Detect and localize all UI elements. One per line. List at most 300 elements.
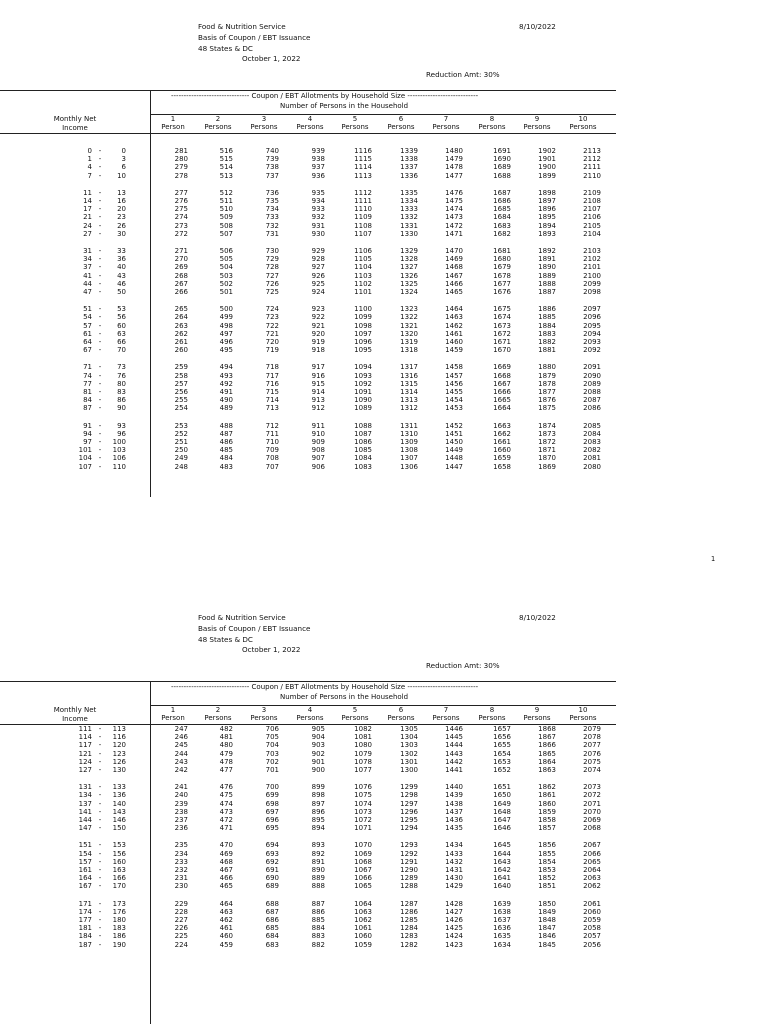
- income-range: [72, 172, 126, 180]
- allotment-cell: 1084: [354, 454, 372, 463]
- allotment-cell: 1871: [538, 446, 556, 455]
- income-low: 137: [78, 799, 92, 808]
- allotment-cell: 1306: [400, 462, 418, 471]
- income-low: 24: [83, 221, 92, 230]
- allotment-cell: 507: [219, 229, 233, 238]
- allotment-cell: 1432: [445, 857, 463, 866]
- allotment-cell: 1078: [354, 757, 372, 766]
- allotment-cell: 1690: [493, 155, 511, 164]
- allotment-cell: 1852: [538, 874, 556, 883]
- allotment-cell: 472: [219, 816, 233, 824]
- effective-date: October 1, 2022: [242, 645, 301, 655]
- allotment-cell: 897: [311, 799, 325, 808]
- income-high: 13: [117, 188, 126, 197]
- income-dash: -: [98, 429, 102, 438]
- income-dash: -: [98, 188, 102, 197]
- allotment-cell: 1887: [538, 288, 556, 296]
- income-range: [72, 866, 126, 874]
- allotment-cell: 1109: [354, 213, 372, 222]
- allotment-cell: 1110: [354, 205, 372, 214]
- allotment-cell: 1668: [493, 371, 511, 380]
- allotment-cell: 1655: [493, 741, 511, 750]
- allotment-cell: 1654: [493, 749, 511, 758]
- allotment-cell: 270: [174, 255, 188, 264]
- allotment-cell: 1092: [354, 379, 372, 388]
- allotment-cell: 1860: [538, 799, 556, 808]
- allotment-cell: 938: [311, 155, 325, 164]
- household-size-number: 6: [398, 115, 404, 123]
- allotment-cell: 1874: [538, 421, 556, 430]
- allotment-cell: 1431: [445, 866, 463, 874]
- allotment-cell: 689: [265, 882, 279, 891]
- income-dash: -: [98, 363, 102, 372]
- allotment-cell: 730: [265, 247, 279, 255]
- agency-name: Food & Nutrition Service: [198, 613, 286, 622]
- allotment-cell: 1087: [354, 429, 372, 438]
- allotment-cell: 2068: [583, 824, 601, 833]
- allotment-cell: 1450: [445, 438, 463, 446]
- income-range: [72, 288, 126, 296]
- allotment-cell: 1853: [538, 866, 556, 874]
- income-low: 61: [83, 329, 92, 338]
- allotment-cell: 719: [265, 346, 279, 355]
- effective-date: October 1, 2022: [242, 54, 301, 64]
- allotment-cell: 1670: [493, 346, 511, 355]
- allotment-cell: 1459: [445, 346, 463, 355]
- allotment-cell: 2094: [583, 329, 601, 338]
- allotment-cell: 2084: [583, 429, 601, 438]
- allotment-cell: 493: [219, 371, 233, 380]
- income-high: 36: [117, 255, 126, 264]
- allotment-cell: 923: [311, 305, 325, 314]
- allotment-cell: 1305: [400, 725, 418, 733]
- allotment-cell: 1473: [445, 213, 463, 222]
- income-low: 31: [83, 247, 92, 255]
- allotment-cell: 739: [265, 155, 279, 164]
- allotment-cell: 693: [265, 849, 279, 858]
- allotment-cell: 1465: [445, 288, 463, 296]
- allotment-cell: 1300: [400, 766, 418, 774]
- income-low: 71: [83, 363, 92, 372]
- allotment-cell: 232: [174, 866, 188, 874]
- allotment-cell: 1675: [493, 305, 511, 314]
- income-high: 110: [112, 462, 126, 471]
- allotment-cell: 708: [265, 454, 279, 463]
- allotment-cell: 1854: [538, 857, 556, 866]
- allotment-cell: 1671: [493, 338, 511, 346]
- income-range: [72, 741, 126, 749]
- allotment-cell: 2077: [583, 741, 601, 750]
- allotment-cell: 227: [174, 916, 188, 924]
- allotment-cell: 470: [219, 841, 233, 850]
- allotment-cell: 2059: [583, 916, 601, 924]
- allotment-cell: 1897: [538, 197, 556, 205]
- allotment-cell: 1463: [445, 313, 463, 322]
- allotment-cell: 1898: [538, 188, 556, 197]
- allotment-cell: 281: [174, 147, 188, 155]
- allotment-cell: 1902: [538, 147, 556, 155]
- allotment-cell: 1337: [400, 163, 418, 172]
- income-low: 167: [78, 882, 92, 891]
- income-high: 130: [112, 766, 126, 774]
- income-high: 96: [117, 429, 126, 438]
- income-range: [72, 941, 126, 949]
- allotment-cell: 1464: [445, 305, 463, 314]
- allotment-cell: 1328: [400, 255, 418, 264]
- allotment-cell: 1689: [493, 163, 511, 172]
- allotment-cell: 691: [265, 866, 279, 874]
- allotment-cell: 1318: [400, 346, 418, 355]
- income-range: [72, 800, 126, 808]
- allotment-cell: 480: [219, 741, 233, 750]
- allotment-cell: 905: [311, 725, 325, 733]
- income-dash: -: [98, 924, 102, 933]
- allotment-cell: 1677: [493, 279, 511, 288]
- allotment-cell: 1899: [538, 171, 556, 180]
- allotment-cell: 917: [311, 363, 325, 372]
- allotment-cell: 1088: [354, 421, 372, 430]
- allotment-cell: 1885: [538, 313, 556, 322]
- allotment-cell: 2102: [583, 255, 601, 264]
- income-dash: -: [98, 766, 102, 774]
- allotment-cell: 2095: [583, 321, 601, 330]
- allotment-cell: 929: [311, 247, 325, 255]
- table-span-subtitle: Number of Persons in the Household: [280, 102, 409, 110]
- reduction-amount: Reduction Amt: 30%: [426, 661, 500, 670]
- allotment-cell: 1461: [445, 329, 463, 338]
- allotment-cell: 888: [311, 882, 325, 891]
- income-range: [72, 372, 126, 380]
- allotment-cell: 1308: [400, 446, 418, 455]
- allotment-cell: 723: [265, 313, 279, 322]
- income-low: 14: [83, 197, 92, 205]
- allotment-cell: 733: [265, 213, 279, 222]
- income-range: [72, 380, 126, 388]
- allotment-cell: 1645: [493, 841, 511, 850]
- income-low: 87: [83, 404, 92, 413]
- allotment-cell: 900: [311, 766, 325, 774]
- allotment-cell: 1102: [354, 279, 372, 288]
- allotment-cell: 1064: [354, 899, 372, 908]
- allotment-cell: 886: [311, 907, 325, 916]
- income-range: [72, 263, 126, 271]
- income-dash: -: [98, 807, 102, 816]
- allotment-cell: 1642: [493, 866, 511, 874]
- allotment-cell: 275: [174, 205, 188, 214]
- allotment-cell: 1851: [538, 882, 556, 891]
- income-dash: -: [98, 163, 102, 172]
- allotment-cell: 1424: [445, 932, 463, 941]
- allotment-cell: 1291: [400, 857, 418, 866]
- allotment-cell: 1094: [354, 363, 372, 372]
- income-range: [72, 733, 126, 741]
- income-high: 186: [112, 932, 126, 941]
- income-dash: -: [98, 305, 102, 314]
- income-range: [72, 758, 126, 766]
- allotment-cell: 1097: [354, 329, 372, 338]
- allotment-cell: 1650: [493, 791, 511, 800]
- income-dash: -: [98, 446, 102, 455]
- allotment-cell: 277: [174, 188, 188, 197]
- allotment-cell: 2099: [583, 279, 601, 288]
- allotment-cell: 2096: [583, 313, 601, 322]
- income-low: 67: [83, 346, 92, 355]
- allotment-cell: 2076: [583, 749, 601, 758]
- allotment-cell: 1292: [400, 849, 418, 858]
- income-low: 54: [83, 313, 92, 322]
- allotment-cell: 1441: [445, 766, 463, 774]
- income-high: 56: [117, 313, 126, 322]
- income-dash: -: [98, 849, 102, 858]
- income-low: 131: [78, 783, 92, 792]
- allotment-cell: 2058: [583, 924, 601, 933]
- income-range: [72, 750, 126, 758]
- allotment-cell: 927: [311, 263, 325, 272]
- household-size-number: 10: [578, 115, 588, 123]
- allotment-cell: 911: [311, 421, 325, 430]
- allotment-cell: 1436: [445, 816, 463, 824]
- allotment-cell: 1652: [493, 766, 511, 774]
- allotment-cell: 890: [311, 866, 325, 874]
- allotment-cell: 1478: [445, 163, 463, 172]
- allotment-cell: 1872: [538, 438, 556, 446]
- allotment-cell: 713: [265, 404, 279, 413]
- allotment-cell: 1673: [493, 321, 511, 330]
- allotment-cell: 1454: [445, 396, 463, 405]
- income-low: 134: [78, 791, 92, 800]
- allotment-cell: 1687: [493, 188, 511, 197]
- allotment-cell: 489: [219, 404, 233, 413]
- income-dash: -: [98, 874, 102, 883]
- income-high: 76: [117, 371, 126, 380]
- income-range: [72, 230, 126, 238]
- income-dash: -: [98, 288, 102, 296]
- allotment-cell: 241: [174, 783, 188, 792]
- allotment-cell: 244: [174, 749, 188, 758]
- allotment-cell: 2092: [583, 346, 601, 355]
- allotment-cell: 1334: [400, 197, 418, 205]
- allotment-cell: 1457: [445, 371, 463, 380]
- income-low: 1: [87, 155, 92, 164]
- allotment-cell: 700: [265, 783, 279, 792]
- allotment-cell: 1426: [445, 916, 463, 924]
- allotment-cell: 1662: [493, 429, 511, 438]
- income-high: 70: [117, 346, 126, 355]
- allotment-cell: 1295: [400, 816, 418, 824]
- allotment-cell: 1076: [354, 783, 372, 792]
- household-size-number: 8: [489, 115, 495, 123]
- allotment-cell: 478: [219, 757, 233, 766]
- income-low: 157: [78, 857, 92, 866]
- income-dash: -: [98, 213, 102, 222]
- allotment-cell: 725: [265, 288, 279, 296]
- allotment-cell: 910: [311, 429, 325, 438]
- allotment-cell: 932: [311, 213, 325, 222]
- allotment-cell: 1287: [400, 899, 418, 908]
- allotment-cell: 1896: [538, 205, 556, 214]
- allotment-cell: 468: [219, 857, 233, 866]
- allotment-cell: 924: [311, 288, 325, 296]
- allotment-cell: 904: [311, 733, 325, 742]
- allotment-cell: 1339: [400, 147, 418, 155]
- allotment-cell: 925: [311, 279, 325, 288]
- allotment-cell: 1634: [493, 940, 511, 949]
- income-range: [72, 346, 126, 354]
- allotment-cell: 245: [174, 741, 188, 750]
- allotment-cell: 1883: [538, 329, 556, 338]
- allotment-cell: 1688: [493, 171, 511, 180]
- allotment-cell: 894: [311, 824, 325, 833]
- allotment-cell: 1663: [493, 421, 511, 430]
- allotment-cell: 1448: [445, 454, 463, 463]
- allotment-cell: 460: [219, 932, 233, 941]
- income-dash: -: [98, 421, 102, 430]
- allotment-cell: 501: [219, 288, 233, 296]
- allotment-cell: 2085: [583, 421, 601, 430]
- allotment-cell: 2062: [583, 882, 601, 891]
- allotment-cell: 494: [219, 363, 233, 372]
- household-size-number: 5: [352, 115, 358, 123]
- income-high: 106: [112, 454, 126, 463]
- allotment-cell: 883: [311, 932, 325, 941]
- allotment-cell: 2097: [583, 305, 601, 314]
- allotment-cell: 496: [219, 338, 233, 346]
- allotment-cell: 1893: [538, 229, 556, 238]
- allotment-cell: 1469: [445, 255, 463, 264]
- allotment-cell: 1684: [493, 213, 511, 222]
- allotment-cell: 1458: [445, 363, 463, 372]
- allotment-cell: 1470: [445, 247, 463, 255]
- allotment-cell: 1440: [445, 783, 463, 792]
- income-range: [72, 280, 126, 288]
- income-dash: -: [98, 346, 102, 355]
- allotment-cell: 238: [174, 807, 188, 816]
- allotment-cell: 1666: [493, 388, 511, 396]
- allotment-cell: 2075: [583, 757, 601, 766]
- allotment-cell: 1286: [400, 907, 418, 916]
- income-high: 190: [112, 940, 126, 949]
- allotment-cell: 1443: [445, 749, 463, 758]
- allotment-cell: 1320: [400, 329, 418, 338]
- allotment-cell: 1876: [538, 396, 556, 405]
- income-low: 161: [78, 866, 92, 874]
- income-high: 153: [112, 841, 126, 850]
- household-size-label: Person: [161, 123, 185, 131]
- allotment-cell: 1466: [445, 279, 463, 288]
- allotment-cell: 895: [311, 816, 325, 824]
- allotment-cell: 508: [219, 221, 233, 230]
- allotment-cell: 261: [174, 338, 188, 346]
- income-dash: -: [98, 783, 102, 792]
- income-low: 27: [83, 229, 92, 238]
- allotment-cell: 1303: [400, 741, 418, 750]
- allotment-cell: 709: [265, 446, 279, 455]
- allotment-cell: 2108: [583, 197, 601, 205]
- allotment-cell: 1870: [538, 454, 556, 463]
- income-high: 126: [112, 757, 126, 766]
- allotment-cell: 906: [311, 462, 325, 471]
- income-dash: -: [98, 229, 102, 238]
- household-size-label: Persons: [432, 714, 460, 722]
- allotment-cell: 1285: [400, 916, 418, 924]
- allotment-cell: 280: [174, 155, 188, 164]
- allotment-cell: 736: [265, 188, 279, 197]
- allotment-cell: 1866: [538, 741, 556, 750]
- allotment-cell: 263: [174, 321, 188, 330]
- income-range: [72, 422, 126, 430]
- allotment-cell: 1875: [538, 404, 556, 413]
- income-low: 121: [78, 749, 92, 758]
- income-dash: -: [98, 379, 102, 388]
- allotment-cell: 500: [219, 305, 233, 314]
- allotment-cell: 247: [174, 725, 188, 733]
- allotment-cell: 228: [174, 907, 188, 916]
- income-high: 53: [117, 305, 126, 314]
- allotment-cell: 1299: [400, 783, 418, 792]
- allotment-cell: 1327: [400, 263, 418, 272]
- allotment-cell: 2089: [583, 379, 601, 388]
- allotment-cell: 901: [311, 757, 325, 766]
- allotment-cell: 935: [311, 188, 325, 197]
- income-low: 44: [83, 279, 92, 288]
- allotment-cell: 1683: [493, 221, 511, 230]
- allotment-cell: 685: [265, 924, 279, 933]
- income-high: 100: [112, 438, 126, 446]
- allotment-cell: 697: [265, 807, 279, 816]
- allotment-cell: 1637: [493, 916, 511, 924]
- allotment-cell: 914: [311, 388, 325, 396]
- allotment-cell: 712: [265, 421, 279, 430]
- allotment-cell: 1901: [538, 155, 556, 164]
- allotment-cell: 1283: [400, 932, 418, 941]
- allotment-cell: 250: [174, 446, 188, 455]
- income-dash: -: [98, 757, 102, 766]
- allotment-cell: 1062: [354, 916, 372, 924]
- allotment-cell: 484: [219, 454, 233, 463]
- allotment-cell: 1869: [538, 462, 556, 471]
- allotment-cell: 1635: [493, 932, 511, 941]
- income-low: 17: [83, 205, 92, 214]
- allotment-cell: 1639: [493, 899, 511, 908]
- income-range: [72, 338, 126, 346]
- allotment-cell: 1636: [493, 924, 511, 933]
- allotment-cell: 1857: [538, 824, 556, 833]
- allotment-cell: 706: [265, 725, 279, 733]
- allotment-cell: 2107: [583, 205, 601, 214]
- household-size-label: Persons: [204, 123, 232, 131]
- income-range: [72, 454, 126, 462]
- allotment-cell: 1101: [354, 288, 372, 296]
- allotment-cell: 1075: [354, 791, 372, 800]
- allotment-cell: 705: [265, 733, 279, 742]
- household-size-label: Persons: [250, 123, 278, 131]
- allotment-cell: 1849: [538, 907, 556, 916]
- allotment-cell: 459: [219, 940, 233, 949]
- allotment-cell: 1678: [493, 271, 511, 280]
- allotment-cell: 1889: [538, 271, 556, 280]
- allotment-cell: 1309: [400, 438, 418, 446]
- allotment-cell: 1313: [400, 396, 418, 405]
- allotment-cell: 909: [311, 438, 325, 446]
- allotment-cell: 715: [265, 388, 279, 396]
- allotment-cell: 1476: [445, 188, 463, 197]
- allotment-cell: 1884: [538, 321, 556, 330]
- allotment-cell: 1067: [354, 866, 372, 874]
- allotment-cell: 1072: [354, 816, 372, 824]
- allotment-cell: 1430: [445, 874, 463, 883]
- allotment-cell: 2067: [583, 841, 601, 850]
- allotment-cell: 264: [174, 313, 188, 322]
